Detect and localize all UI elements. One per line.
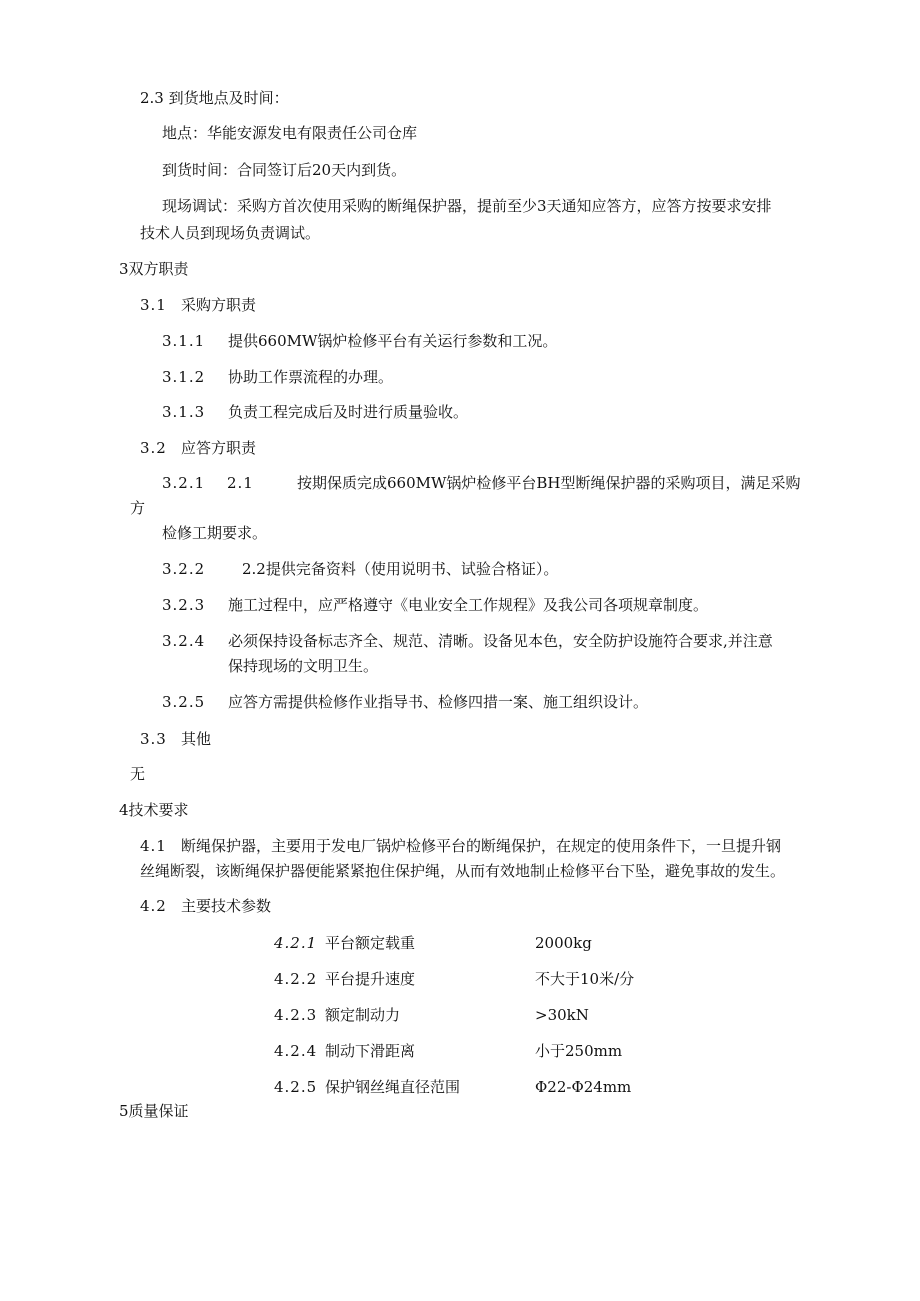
item-number: 3.2.2 [162,560,206,578]
item-3-1-2 [162,367,393,387]
item-text: 施工过程中，应严格遵守《电业安全工作规程》及我公司各项规章制度。 [228,596,709,614]
delivery-time: 到货时间：合同签订后20天内到货。 [162,161,407,179]
section-3-2-heading [140,438,256,458]
param-name: 制动下滑距离 [325,1042,416,1060]
section-3-3-body: 无 [130,765,146,783]
item-number: 3.1.3 [162,403,206,421]
section-3-3-heading [140,729,211,749]
section-text: 断绳保护器，主要用于发电厂锅炉检修平台的断绳保护，在规定的使用条件下，一旦提升钢 [181,837,782,855]
item-text: 按期保质完成660MW锅炉检修平台BH型断绳保护器的采购项目，满足采购 [297,474,801,492]
commissioning-line-2: 技术人员到现场负责调试。 [140,224,321,242]
section-4-heading: 4技术要求 [119,801,189,819]
section-title: 主要技术参数 [181,897,272,915]
section-title: 其他 [181,730,212,748]
param-value: 2000kg [535,934,592,952]
param-row [274,933,415,953]
item-number: 3.1.2 [162,368,206,386]
item-3-2-3 [162,595,708,615]
param-row [274,1041,415,1061]
section-2-3-heading: 2.3 到货地点及时间： [140,89,289,107]
item-number: 3.1.1 [162,332,206,350]
section-number: 3.3 [140,730,167,748]
item-3-1-1 [162,331,557,351]
item-3-2-1-wrap: 方 [130,499,146,517]
section-number: 3.1 [140,296,167,314]
section-number: 4.2 [140,897,167,915]
item-text: 协助工作票流程的办理。 [228,368,394,386]
item-3-2-1-continuation: 检修工期要求。 [162,524,268,542]
item-text: 必须保持设备标志齐全、规范、清晰。设备见本色，安全防护设施符合要求,并注意 [228,632,773,650]
sub-number: 2.1 [227,474,254,492]
param-name: 保护钢丝绳直径范围 [325,1078,461,1096]
param-number: 4.2.4 [274,1042,318,1060]
section-3-1-heading [140,295,256,315]
param-value: 不大于10米/分 [535,970,635,988]
section-4-2-heading [140,896,271,916]
section-5-heading: 5质量保证 [119,1102,189,1120]
param-value: 小于250mm [535,1042,623,1060]
param-row [274,969,415,989]
item-3-2-2 [162,559,558,579]
param-number: 4.2.3 [274,1006,318,1024]
item-text: 应答方需提供检修作业指导书、检修四措一案、施工组织设计。 [228,693,649,711]
commissioning-line-1: 现场调试：采购方首次使用采购的断绳保护器，提前至少3天通知应答方，应答方按要求安排 [162,197,772,215]
param-number: 4.2.5 [274,1078,318,1096]
item-text: 提供660MW锅炉检修平台有关运行参数和工况。 [228,332,558,350]
item-3-2-5 [162,692,648,712]
section-4-1-line-2: 丝绳断裂，该断绳保护器便能紧紧抱住保护绳，从而有效地制止检修平台下坠，避免事故的发生。 [140,862,786,880]
section-3-heading: 3双方职责 [119,260,189,278]
param-number: 4.2.2 [274,970,318,988]
param-row [274,1077,460,1097]
item-text: 2.2提供完备资料（使用说明书、试验合格证）。 [242,560,559,578]
item-number: 3.2.5 [162,693,206,711]
param-name: 平台提升速度 [325,970,416,988]
item-number: 3.2.1 [162,474,206,492]
param-value: Φ22-Φ24mm [535,1078,632,1096]
item-3-2-4-continuation: 保持现场的文明卫生。 [228,657,379,675]
section-title: 采购方职责 [181,296,257,314]
section-number: 4.1 [140,837,167,855]
param-name: 额定制动力 [325,1006,401,1024]
param-value: >30kN [535,1006,589,1024]
delivery-location: 地点：华能安源发电有限责任公司仓库 [162,124,418,142]
param-row [274,1005,400,1025]
item-3-2-1 [162,473,801,493]
item-3-2-4 [162,631,773,651]
item-number: 3.2.4 [162,632,206,650]
param-number: 4.2.1 [274,934,318,952]
param-name: 平台额定载重 [325,934,416,952]
item-3-1-3 [162,402,468,422]
section-title: 应答方职责 [181,439,257,457]
section-4-1-line-1 [140,836,781,856]
section-number: 3.2 [140,439,167,457]
item-number: 3.2.3 [162,596,206,614]
item-text: 负责工程完成后及时进行质量验收。 [228,403,469,421]
